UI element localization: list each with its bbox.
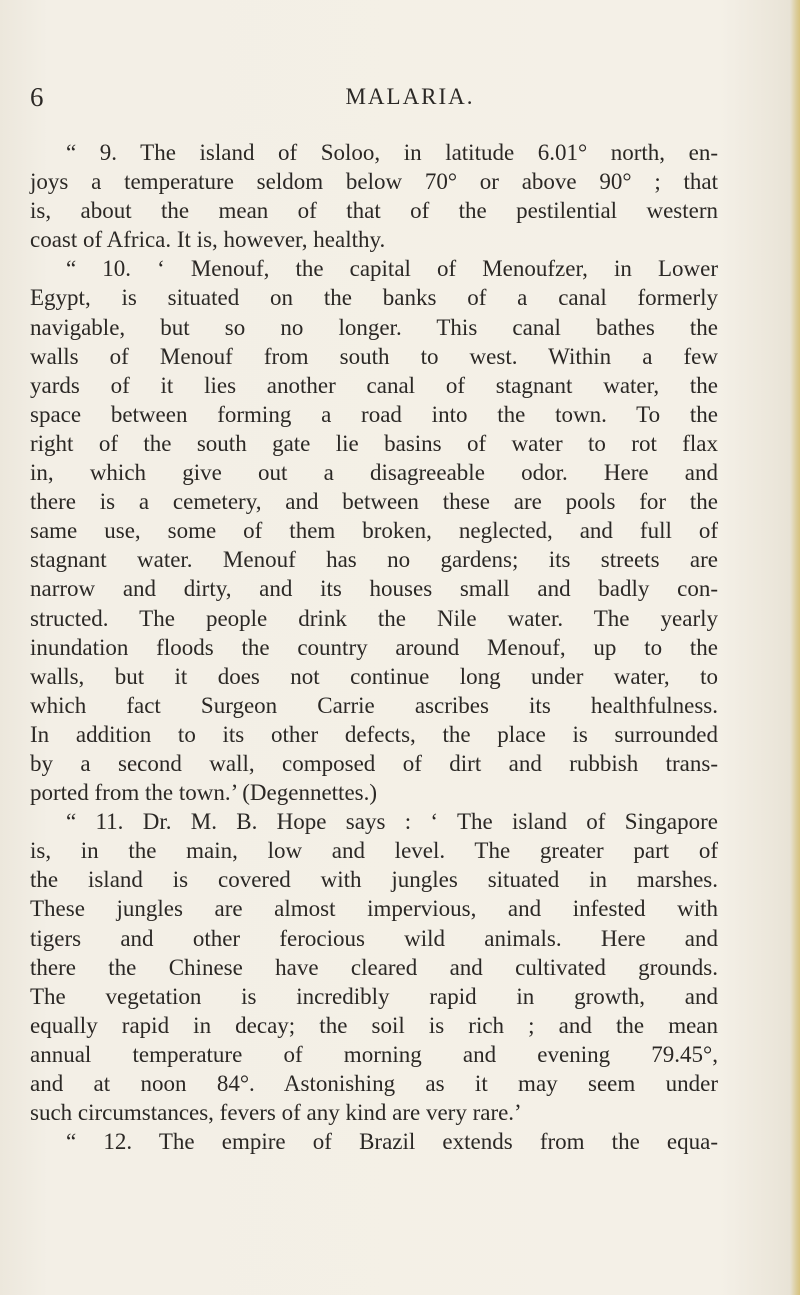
text-line: “ 9. The island of Soloo, in latitude 6.01° north, en- — [66, 140, 718, 165]
text-line: “ 11. Dr. M. B. Hope says : ‘ The island of Singapore — [66, 809, 718, 835]
text-line: structed. The people drink the Nile water. The yearly — [30, 605, 718, 631]
text-line: stagnant water. Menouf has no gardens; its streets are — [30, 547, 718, 573]
running-head: MALARIA. — [345, 84, 475, 109]
text-line: walls of Menouf from south to west. Within a few — [30, 343, 718, 369]
text-line: the island is covered with jungles situated in marshes. — [30, 867, 718, 893]
text-line: walls, but it does not continue long under water, to — [30, 663, 718, 689]
text-line: and at noon 84°. Astonishing as it may seem under — [30, 1071, 718, 1096]
page-header — [30, 82, 720, 122]
text-line: joys a temperature seldom below 70° or above 90° ; that — [30, 169, 718, 195]
text-line: inundation floods the country around Menouf, up to the — [30, 634, 718, 660]
text-line: there is a cemetery, and between these are pools for the — [30, 489, 718, 515]
text-line: space between forming a road into the town. To the — [30, 401, 718, 427]
text-line: right of the south gate lie basins of water to rot flax — [30, 430, 718, 456]
text-line: tigers and other ferocious wild animals. Here and — [30, 925, 718, 951]
text-line: there the Chinese have cleared and cultivated grounds. — [30, 954, 718, 980]
text-line: such circumstances, fevers of any kind are very rare.’ — [30, 1100, 522, 1126]
text-line: is, about the mean of that of the pestilential western — [30, 198, 718, 224]
text-line: equally rapid in decay; the soil is rich ; and the mean — [30, 1012, 718, 1038]
text-line: ported from the town.’ (Degennettes.) — [30, 780, 378, 806]
text-line: in, which give out a disagreeable odor. Here and — [30, 460, 718, 486]
text-line: “ 12. The empire of Brazil extends from the equa- — [66, 1129, 718, 1155]
text-line: navigable, but so no longer. This canal bathes the — [30, 314, 718, 340]
page-number: 6 — [30, 82, 44, 112]
text-line: These jungles are almost impervious, and infested with — [30, 896, 718, 922]
text-line: is, in the main, low and level. The greater part of — [30, 838, 718, 864]
text-line: same use, some of them broken, neglected, and full of — [30, 518, 718, 544]
text-line: Egypt, is situated on the banks of a canal formerly — [30, 285, 718, 311]
text-line: yards of it lies another canal of stagnant water, the — [30, 372, 718, 398]
text-line: narrow and dirty, and its houses small and badly con- — [30, 576, 718, 602]
text-line: by a second wall, composed of dirt and rubbish trans- — [30, 750, 718, 776]
text-line: which fact Surgeon Carrie ascribes its healthfulness. — [30, 692, 718, 718]
text-line: coast of Africa. It is, however, healthy. — [30, 227, 386, 253]
text-line: The vegetation is incredibly rapid in growth, and — [30, 983, 718, 1009]
page-edge-shadow — [790, 0, 800, 1295]
body-text — [30, 138, 718, 1156]
text-line: annual temperature of morning and evening 79.45°, — [30, 1041, 718, 1067]
text-line: “ 10. ‘ Menouf, the capital of Menoufzer, in Lower — [66, 256, 718, 282]
text-line: In addition to its other defects, the place is surrounded — [30, 721, 718, 747]
